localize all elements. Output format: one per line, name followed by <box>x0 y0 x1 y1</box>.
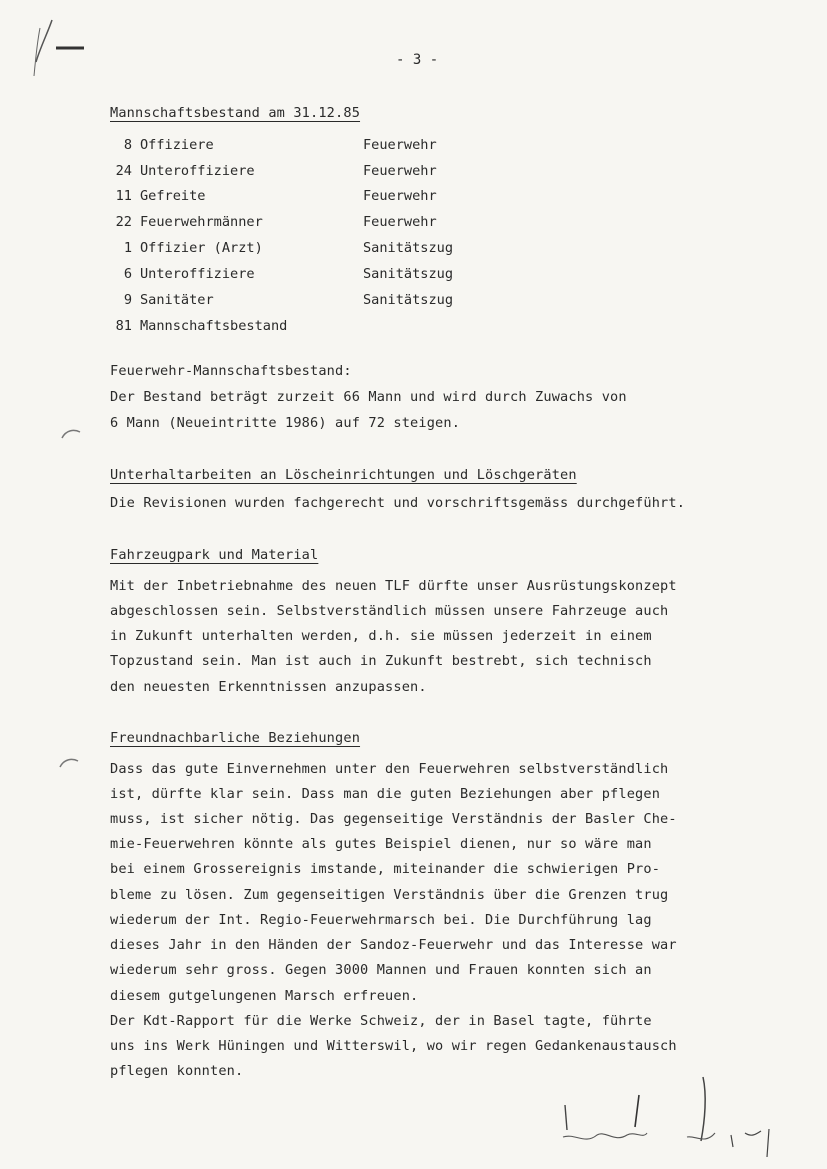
body-line: Topzustand sein. Man ist auch in Zukunft bestrebt, sich technisch <box>110 653 652 669</box>
staff-unit: Sanitätszug <box>363 292 454 308</box>
fire-staff-heading: Feuerwehr-Mannschaftsbestand: <box>110 363 352 379</box>
staff-unit: Sanitätszug <box>363 266 454 282</box>
body-line: 6 Mann (Neueintritte 1986) auf 72 steigen. <box>110 415 461 431</box>
staff-count: 24 <box>115 163 132 179</box>
staff-rank: Mannschaftsbestand <box>140 318 288 334</box>
staff-rank: Unteroffiziere <box>140 266 255 282</box>
staff-rank: Gefreite <box>140 188 206 204</box>
page-number: - 3 - <box>396 52 439 68</box>
staff-heading: Mannschaftsbestand am 31.12.85 <box>110 105 361 121</box>
body-line: abgeschlossen sein. Selbstverständlich müssen unsere Fahrzeuge auch <box>110 603 669 619</box>
staff-count: 6 <box>123 266 132 282</box>
staff-unit: Sanitätszug <box>363 240 454 256</box>
staff-rank: Unteroffiziere <box>140 163 255 179</box>
staff-rank: Sanitäter <box>140 292 214 308</box>
body-line: wiederum der Int. Regio-Feuerwehrmarsch bei. Die Durchführung lag <box>110 912 652 928</box>
staff-rank: Offizier (Arzt) <box>140 240 263 256</box>
body-line: bleme zu lösen. Zum gegenseitigen Verständnis über die Grenzen trug <box>110 887 669 903</box>
body-line: ist, dürfte klar sein. Dass man die guten Beziehungen aber pflegen <box>110 786 661 802</box>
staff-row <box>110 137 530 157</box>
staff-row <box>110 188 530 208</box>
staff-count: 11 <box>115 188 132 204</box>
staff-row <box>110 163 530 183</box>
vehicles-heading: Fahrzeugpark und Material <box>110 547 319 563</box>
body-line: Der Kdt-Rapport für die Werke Schweiz, der in Basel tagte, führte <box>110 1013 652 1029</box>
relations-heading: Freundnachbarliche Beziehungen <box>110 730 361 746</box>
maintenance-heading: Unterhaltarbeiten an Löscheinrichtungen und Löschgeräten <box>110 467 577 483</box>
punch-hole-mark-1 <box>60 426 84 450</box>
staff-row <box>110 240 530 260</box>
punch-hole-mark-2 <box>58 755 82 779</box>
staff-rank: Feuerwehrmänner <box>140 214 263 230</box>
staff-row <box>110 292 530 312</box>
staff-rank: Offiziere <box>140 137 214 153</box>
body-line: den neuesten Erkenntnissen anzupassen. <box>110 679 427 695</box>
body-line: dieses Jahr in den Händen der Sandoz-Feuerwehr und das Interesse war <box>110 937 677 953</box>
body-line: Dass das gute Einvernehmen unter den Feuerwehren selbstverständlich <box>110 761 669 777</box>
staff-count: 8 <box>123 137 132 153</box>
staff-row-total <box>110 318 530 338</box>
staff-unit: Feuerwehr <box>363 163 437 179</box>
body-line: Mit der Inbetriebnahme des neuen TLF dürfte unser Ausrüstungskonzept <box>110 578 677 594</box>
handwritten-margin-mark <box>22 18 92 88</box>
staff-row <box>110 266 530 286</box>
staff-count: 1 <box>123 240 132 256</box>
body-line: wiederum sehr gross. Gegen 3000 Mannen und Frauen konnten sich an <box>110 962 652 978</box>
staff-count: 9 <box>123 292 132 308</box>
staff-unit: Feuerwehr <box>363 137 437 153</box>
staff-unit: Feuerwehr <box>363 214 437 230</box>
body-line: pflegen konnten. <box>110 1063 244 1079</box>
body-line: diesem gutgelungenen Marsch erfreuen. <box>110 988 419 1004</box>
staff-row <box>110 214 530 234</box>
body-line: mie-Feuerwehren könnte als gutes Beispiel dienen, nur so wäre man <box>110 836 652 852</box>
staff-unit: Feuerwehr <box>363 188 437 204</box>
body-line: Die Revisionen wurden fachgerecht und vorschriftsgemäss durchgeführt. <box>110 495 686 511</box>
body-line: Der Bestand beträgt zurzeit 66 Mann und wird durch Zuwachs von <box>110 389 627 405</box>
body-line: in Zukunft unterhalten werden, d.h. sie müssen jederzeit in einem <box>110 628 652 644</box>
staff-count: 81 <box>115 318 132 334</box>
body-line: bei einem Grossereignis imstande, miteinander die schwierigen Pro- <box>110 861 661 877</box>
body-line: uns ins Werk Hüningen und Witterswil, wo wir regen Gedankenaustausch <box>110 1038 677 1054</box>
body-line: muss, ist sicher nötig. Das gegenseitige Verständnis der Basler Che- <box>110 811 677 827</box>
handwritten-signature <box>555 1075 795 1160</box>
staff-count: 22 <box>115 214 132 230</box>
